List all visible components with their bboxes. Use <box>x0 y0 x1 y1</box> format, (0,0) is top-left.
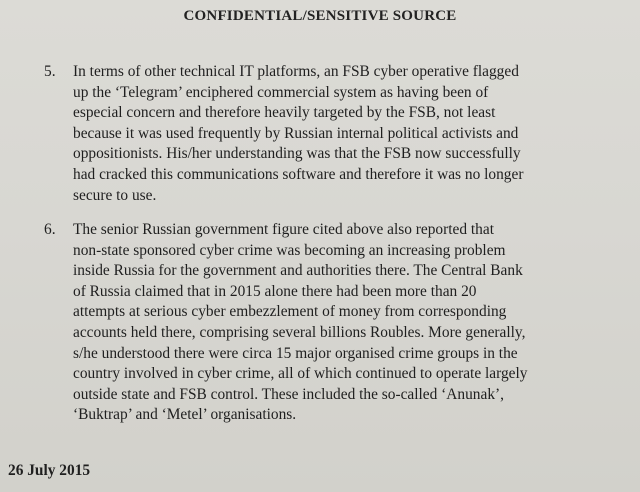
text-line: especial concern and therefore heavily targeted by the FSB, not least <box>73 104 496 122</box>
classification-header: CONFIDENTIAL/SENSITIVE SOURCE <box>183 8 457 24</box>
text-line: country involved in cyber crime, all of which continued to operate largely <box>73 365 528 383</box>
text-line: ‘Buktrap’ and ‘Metel’ organisations. <box>73 406 297 424</box>
text-line: attempts at serious cyber embezzlement of money from corresponding <box>73 303 507 321</box>
paragraph-body <box>73 62 634 206</box>
paragraph-number: 5. <box>44 63 56 80</box>
text-line: non-state sponsored cyber crime was becoming an increasing problem <box>73 241 506 259</box>
paragraph-number: 6. <box>44 221 56 238</box>
paragraph-6 <box>44 220 634 426</box>
text-line: up the ‘Telegram’ enciphered commercial system as having been of <box>73 83 489 101</box>
paragraph-body <box>73 220 634 426</box>
document-date: 26 July 2015 <box>8 462 91 479</box>
text-line: oppositionists. His/her understanding was that the FSB now successfully <box>73 145 521 163</box>
text-line: secure to use. <box>73 186 157 204</box>
text-line: had cracked this communications software and therefore it was no longer <box>73 165 524 183</box>
text-line: s/he understood there were circa 15 major organised crime groups in the <box>73 344 518 362</box>
paragraph-5 <box>44 62 634 206</box>
text-line: of Russia claimed that in 2015 alone there had been more than 20 <box>73 282 477 300</box>
text-line: In terms of other technical IT platforms, an FSB cyber operative flagged <box>73 63 519 80</box>
text-line: because it was used frequently by Russian internal political activists and <box>73 124 519 142</box>
text-line: accounts held there, comprising several billions Roubles. More generally, <box>73 323 526 341</box>
text-line: inside Russia for the government and authorities there. The Central Bank <box>73 262 523 280</box>
text-line: The senior Russian government figure cited above also reported that <box>73 221 494 238</box>
text-line: outside state and FSB control. These included the so-called ‘Anunak’, <box>73 385 504 403</box>
